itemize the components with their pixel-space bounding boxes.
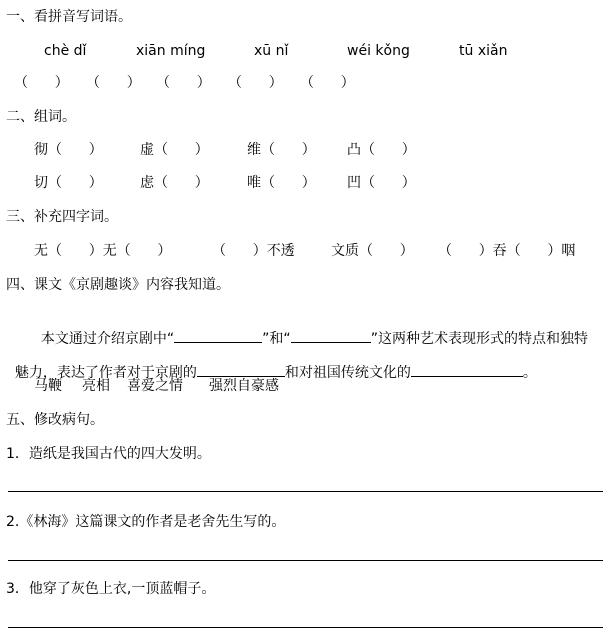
section4-paragraph-line1 — [32, 310, 588, 348]
word-group-item[interactable]: 维（ ） — [247, 142, 316, 158]
pinyin-1: chè dǐ — [44, 43, 87, 59]
word-group-item[interactable]: 唯（ ） — [247, 175, 316, 191]
fill-blank[interactable] — [197, 362, 285, 377]
word-group-item[interactable]: 虚（ ） — [140, 142, 209, 158]
answer-blank-4[interactable]: （ ） — [228, 75, 283, 91]
fill-blank[interactable] — [291, 328, 371, 343]
word-group-item[interactable]: 切（ ） — [34, 175, 103, 191]
answer-line-3[interactable] — [8, 627, 603, 628]
idiom-item[interactable]: （ ）不透 — [212, 243, 295, 259]
pinyin-5: tū xiǎn — [459, 43, 508, 59]
word-bank-item: 亮相 — [82, 378, 110, 394]
answer-line-2[interactable] — [8, 560, 603, 561]
text: 魅力，表达了作者对于京剧的 — [14, 365, 197, 381]
text: 和对祖国传统文化的 — [284, 365, 411, 381]
section5-title: 五、修改病句。 — [6, 412, 104, 428]
pinyin-3: xū nǐ — [254, 43, 289, 59]
text: 。 — [522, 365, 537, 381]
idiom-item[interactable]: 无（ ）无（ ） — [34, 243, 172, 259]
word-bank-item: 喜爱之情 — [127, 378, 183, 394]
answer-line-1[interactable] — [8, 491, 603, 492]
word-group-item[interactable]: 凹（ ） — [347, 175, 416, 191]
answer-blank-5[interactable]: （ ） — [300, 75, 355, 91]
text: 本文通过介绍京剧中“ — [40, 331, 175, 347]
answer-blank-1[interactable]: （ ） — [14, 75, 69, 91]
section3-title: 三、补充四字词。 — [6, 209, 118, 225]
pinyin-4: wéi kǒng — [347, 43, 410, 59]
fill-blank[interactable] — [411, 362, 523, 377]
sentence-3: 3．他穿了灰色上衣,一顶蓝帽子。 — [6, 581, 216, 597]
sentence-1: 1．造纸是我国古代的四大发明。 — [6, 446, 211, 462]
section2-title: 二、组词。 — [6, 109, 76, 125]
word-bank-item: 强烈自豪感 — [209, 378, 279, 394]
word-bank-item: 马鞭 — [34, 378, 62, 394]
text: ”这两种艺术表现形式的特点和独特 — [370, 331, 588, 347]
fill-blank[interactable] — [174, 328, 262, 343]
word-group-item[interactable]: 凸（ ） — [347, 142, 416, 158]
idiom-item[interactable]: （ ）吞（ ）咽 — [438, 243, 576, 259]
text: ”和“ — [262, 331, 291, 347]
sentence-2: 2.《林海》这篇课文的作者是老舍先生写的。 — [6, 514, 286, 530]
pinyin-2: xiān míng — [136, 43, 206, 59]
answer-blank-2[interactable]: （ ） — [86, 75, 141, 91]
section1-title: 一、看拼音写词语。 — [6, 9, 132, 25]
word-group-item[interactable]: 虑（ ） — [140, 175, 209, 191]
section4-title: 四、课文《京剧趣谈》内容我知道。 — [6, 277, 230, 293]
answer-blank-3[interactable]: （ ） — [156, 75, 211, 91]
idiom-item[interactable]: 文质（ ） — [331, 243, 414, 259]
word-group-item[interactable]: 彻（ ） — [34, 142, 103, 158]
